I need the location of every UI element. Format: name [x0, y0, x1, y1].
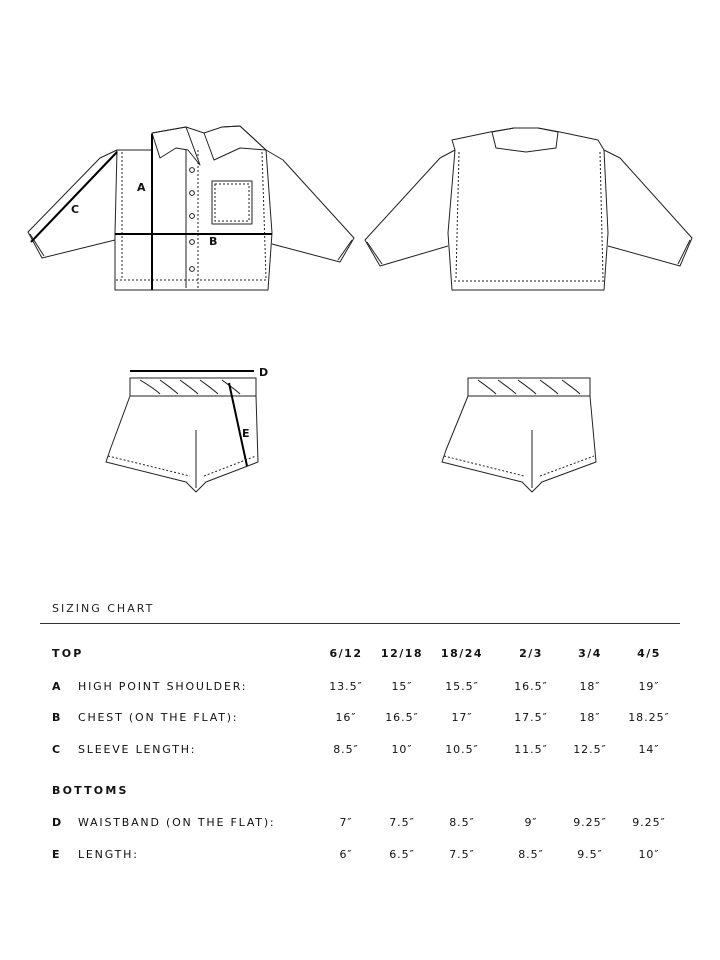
row-letter: C — [52, 743, 62, 756]
section-heading-bottoms: BOTTOMS — [52, 784, 129, 797]
label-c: C — [71, 203, 80, 216]
row-label: SLEEVE LENGTH: — [78, 743, 197, 756]
label-d: D — [259, 366, 269, 379]
measurement-cell: 10″ — [638, 848, 660, 861]
row-letter: D — [52, 816, 63, 829]
row-letter: A — [52, 680, 63, 693]
measurement-cell: 17″ — [451, 711, 473, 724]
section-heading-top: TOP — [52, 647, 84, 660]
top-back-drawing — [365, 128, 692, 290]
sizing-chart-divider — [40, 623, 680, 624]
measurement-cell: 15″ — [391, 680, 413, 693]
label-a: A — [137, 181, 146, 194]
measurement-cell: 11.5″ — [514, 743, 548, 756]
measurement-cell: 18.25″ — [628, 711, 670, 724]
size-header: 3/4 — [578, 647, 602, 660]
measurement-cell: 16.5″ — [385, 711, 419, 724]
measurement-cell: 7.5″ — [389, 816, 415, 829]
measurement-cell: 7.5″ — [449, 848, 475, 861]
size-header: 6/12 — [329, 647, 363, 660]
measurement-cell: 8.5″ — [518, 848, 544, 861]
measurement-cell: 16.5″ — [514, 680, 548, 693]
row-label: LENGTH: — [78, 848, 139, 861]
measurement-cell: 9.25″ — [573, 816, 607, 829]
size-header: 18/24 — [440, 647, 484, 660]
measurement-cell: 12.5″ — [573, 743, 607, 756]
shorts-front-drawing — [106, 378, 258, 492]
measurement-cell: 19″ — [638, 680, 660, 693]
row-letter: B — [52, 711, 63, 724]
measurement-cell: 10.5″ — [445, 743, 479, 756]
row-label: WAISTBAND (ON THE FLAT): — [78, 816, 276, 829]
measurement-cell: 9.25″ — [632, 816, 666, 829]
size-header: 2/3 — [519, 647, 543, 660]
label-b: B — [209, 235, 218, 248]
measurement-cell: 10″ — [391, 743, 413, 756]
measurement-cell: 18″ — [579, 680, 601, 693]
measurement-cell: 6.5″ — [389, 848, 415, 861]
measurement-cell: 6″ — [339, 848, 353, 861]
measurement-cell: 8.5″ — [449, 816, 475, 829]
row-label: CHEST (ON THE FLAT): — [78, 711, 239, 724]
measurement-cell: 15.5″ — [445, 680, 479, 693]
sizing-chart-title: SIZING CHART — [52, 602, 155, 615]
measurement-cell: 17.5″ — [514, 711, 548, 724]
measurement-cell: 9.5″ — [577, 848, 603, 861]
measurement-cell: 9″ — [524, 816, 538, 829]
measurement-cell: 16″ — [335, 711, 357, 724]
measurement-cell: 14″ — [638, 743, 660, 756]
measurement-cell: 8.5″ — [333, 743, 359, 756]
measurement-cell: 7″ — [339, 816, 353, 829]
measurement-cell: 18″ — [579, 711, 601, 724]
measurement-cell: 13.5″ — [329, 680, 363, 693]
row-label: HIGH POINT SHOULDER: — [78, 680, 248, 693]
row-letter: E — [52, 848, 62, 861]
label-e: E — [242, 427, 250, 440]
shorts-back-drawing — [442, 378, 596, 492]
size-header: 12/18 — [380, 647, 424, 660]
size-header: 4/5 — [637, 647, 661, 660]
